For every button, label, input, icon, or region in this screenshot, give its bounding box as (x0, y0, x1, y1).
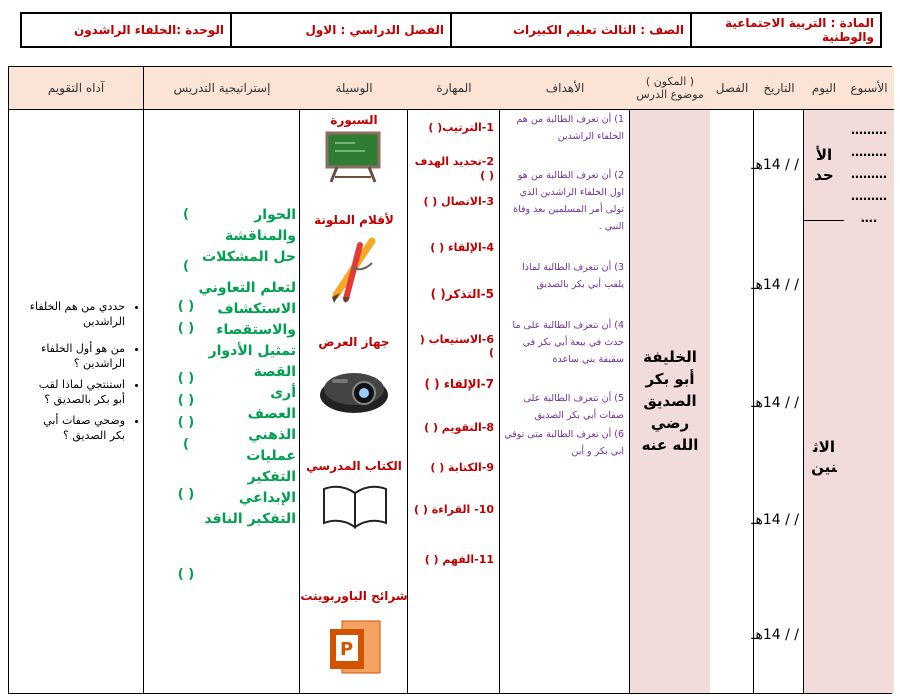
date-entry: / / 14هـ (751, 157, 799, 173)
objective-item: 5) أن تتعرف الطالبة على صفات أبي بكر الصديق (523, 393, 624, 421)
date-entry: / / 14هـ (751, 512, 799, 528)
evaluation-item: • حددي من هم الخلفاء الراشدين (13, 299, 125, 329)
date-entry: / / 14هـ (751, 627, 799, 643)
day-monday: الاثنين (811, 438, 837, 476)
skill-item: 9-الكتابة ( ) (430, 461, 494, 474)
strategy-mark: ( (183, 437, 189, 452)
tool-slides-label: شرائح الباوربوينت (300, 589, 408, 603)
day-header: اليوم (804, 67, 844, 110)
strategy-marks (166, 207, 206, 589)
projector-icon (318, 357, 390, 421)
strategy-item: العصف الذهني (247, 406, 296, 443)
tool-projector-label: جهاز العرض (318, 335, 390, 349)
grade-text: الصف : الثالث تعليم الكبيرات (513, 23, 684, 37)
header-subject (690, 14, 880, 46)
strategy-item: أرى (270, 385, 296, 401)
evaluation-item: • من هو أول الخلفاء الراشدين ؟ (13, 341, 125, 371)
tools-header: الوسيلة (300, 67, 408, 110)
date-header: التاريخ (754, 67, 804, 110)
objective-item: 1) أن تعرف الطالبة من هم الخلفاء الراشدين (516, 114, 624, 142)
week-dot: ……… (851, 167, 887, 181)
skill-item: 1-الترتيب( ) (428, 121, 494, 134)
week-dot: …. (860, 211, 878, 225)
skill-item: 5-التذكر( ) (430, 287, 494, 301)
day-column (803, 67, 844, 693)
strategy-mark: ( ) (177, 415, 195, 430)
strategy-item: حل المشكلات (202, 249, 296, 265)
strategy-mark: ( ) (177, 371, 195, 386)
strategy-item: التفكير الناقد (204, 511, 296, 527)
lesson-topic: الخليفة أبو بكر الصديق رضي الله عنه (641, 348, 699, 454)
topic-column (629, 67, 710, 693)
evaluation-column (9, 67, 143, 693)
week-dot: ……… (851, 123, 887, 137)
book-icon (320, 479, 390, 535)
strategy-item: الحوار والمناقشة (224, 207, 296, 244)
skill-column (407, 67, 500, 693)
chalkboard-icon (325, 131, 381, 187)
semester-text: الفصل الدراسي : الاول (305, 23, 444, 37)
day-sunday: الأحد (814, 145, 834, 184)
strategy-item: الإبداعي (238, 490, 296, 506)
strategy-mark: ( ) (177, 487, 195, 502)
skill-header: المهارة (408, 67, 500, 110)
header-semester (230, 14, 450, 46)
evaluation-item: • وضحي صفات أبي بكر الصديق ؟ (13, 413, 125, 443)
skill-item: 3-الاتصال ( ) (423, 195, 494, 208)
date-entry: / / 14هـ (751, 277, 799, 293)
header-unit (22, 14, 230, 46)
pencils-icon (326, 237, 382, 307)
week-column (843, 67, 894, 693)
tool-pens-label: لأقلام الملونة (314, 213, 394, 227)
week-header: الأسبوع (844, 67, 894, 110)
subject-text: المادة : التربية الاجتماعية والوطنية (725, 16, 874, 44)
objectives-header: الأهداف (500, 67, 630, 110)
strategy-mark: ( (183, 259, 189, 274)
day-cell-sunday (804, 109, 844, 221)
evaluation-list (13, 299, 141, 443)
week-dot: ……… (851, 189, 887, 203)
powerpoint-icon (328, 617, 382, 681)
lesson-header (20, 12, 882, 48)
strategy-item: القصة (253, 364, 296, 380)
strategy-mark: ( ) (177, 567, 195, 582)
unit-text: الوحدة :الخلفاء الراشدون (73, 23, 224, 37)
day-cell-monday (804, 221, 844, 693)
strategies-list (198, 205, 296, 530)
skills-list (412, 121, 494, 583)
evaluation-item: • استنتجي لماذا لقب أبو بكر بالصديق ؟ (13, 377, 125, 407)
date-entry: / / 14هـ (751, 395, 799, 411)
week-dots (844, 119, 894, 229)
lesson-plan-table (8, 66, 892, 694)
tool-board-label: السبورة (330, 113, 378, 127)
strategy-mark: ( ) (177, 393, 195, 408)
skill-item: 8-التقويم ( ) (424, 421, 494, 434)
skill-item: 11-الفهم ( ) (424, 553, 494, 566)
header-grade (450, 14, 690, 46)
strategy-item: تمثيل الأدوار (208, 343, 296, 359)
skill-item: 7-الإلقاء ( ) (424, 377, 494, 391)
skill-item: 2-تحديد الهدف ( ) (414, 155, 494, 182)
strategy-item: عمليات التفكير (246, 448, 296, 485)
skill-item: 4-الإلقاء ( ) (430, 241, 494, 254)
strategy-mark: ( ) (177, 299, 195, 314)
strategy-header: إستراتيجية التدريس (144, 67, 300, 110)
class-header: الفصل (710, 67, 754, 110)
objective-item: 4) أن تتعرف الطالبة على ما حدث في بيعة أبي بكر في سقيفة بني ساعدة (512, 320, 624, 365)
strategy-item: الاستكشاف والاستقصاء (216, 301, 296, 338)
objective-item: 3) أن تتعرف الطالبة لماذا يلقب أبي بكر بالصديق (522, 262, 624, 290)
objectives-list (504, 111, 624, 465)
objective-item: 2) أن تعرف الطالبة من هو اول الخلفاء الراشدين الذي تولى أمر المسلمين بعد وفاة النبي . (513, 170, 624, 232)
objective-item: 6) أن تعرف الطالبة متى توفي ابي بكر و أين (504, 429, 624, 457)
topic-header: ( المكون ) موضوع الدرس (630, 67, 710, 110)
strategy-mark: ( (183, 207, 189, 222)
tools-column (299, 67, 408, 693)
skill-item: 10- القراءة ( ) (414, 503, 494, 516)
strategy-item: لتعلم التعاوني (198, 280, 296, 296)
week-dot: ……… (851, 145, 887, 159)
strategy-column (143, 67, 300, 693)
strategy-mark: ( ) (177, 321, 195, 336)
objectives-column (499, 67, 630, 693)
skill-item: 6-الاستيعاب ( ) (419, 333, 494, 359)
tool-book-label: الكتاب المدرسي (306, 459, 402, 473)
evaluation-header: آداه التقويم (9, 67, 143, 110)
svg-text:P: P (340, 639, 354, 660)
